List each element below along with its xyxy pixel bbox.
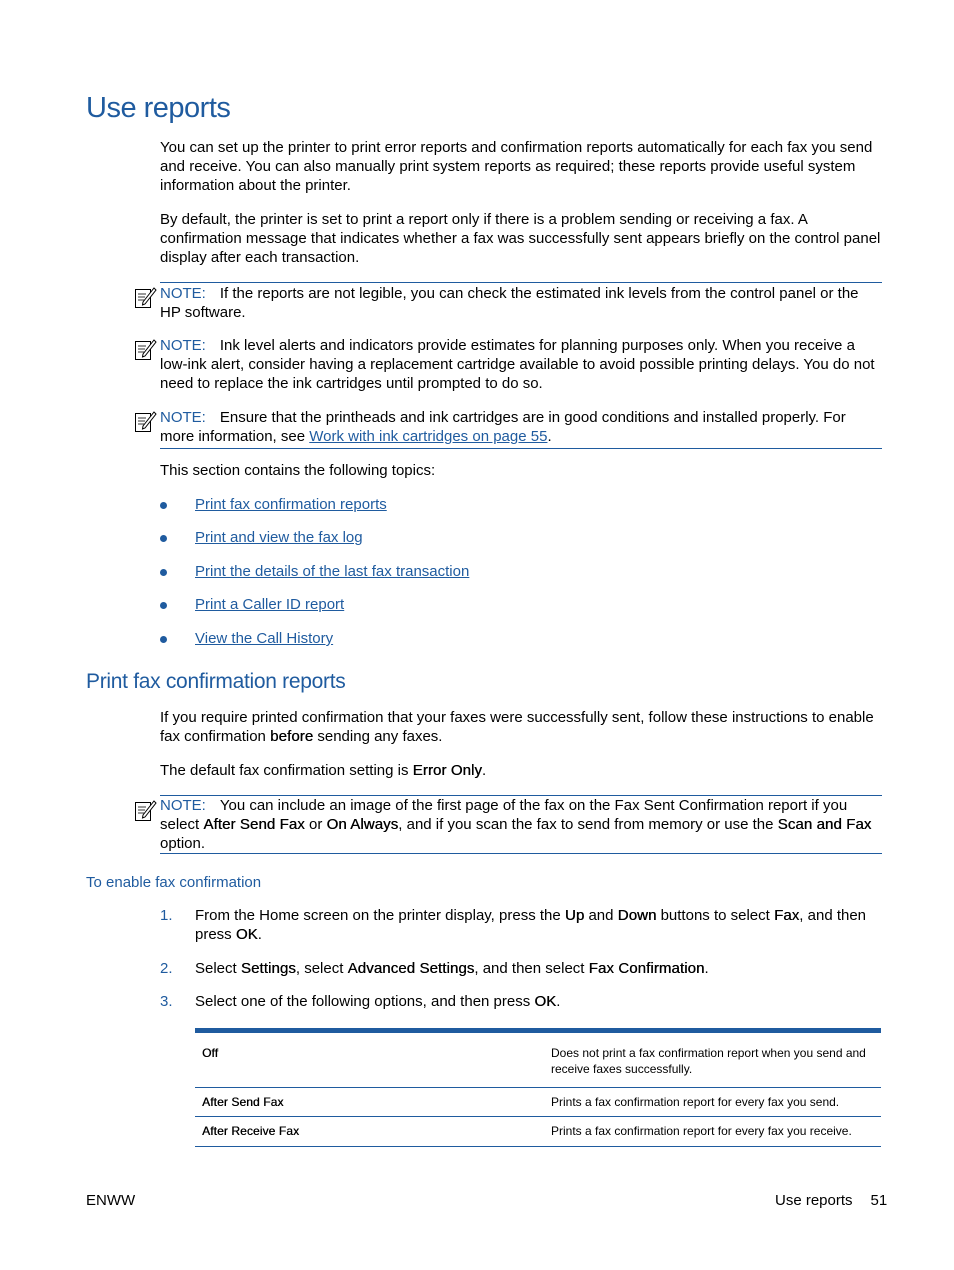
step-number: 2. [160,960,173,977]
footer-publication-code: ENWW [86,1192,136,1209]
section-heading: Print fax confirmation reports [86,670,346,693]
page-number: 51 [870,1192,888,1209]
note-text: If the reports are not legible, you can check the estimated ink levels from the control panel or the HP software. [160,285,859,321]
bullet-dot-icon [160,602,167,609]
section-paragraph-2: The default fax confirmation setting is Error Only. [160,762,487,779]
note-ink-alerts [133,334,882,394]
step-number: 3. [160,993,173,1010]
bullet-dot-icon [160,502,167,509]
intro-paragraph-2: By default, the printer is set to print a report only if there is a problem sending or receiving a fax. A confirmation message that indicates whether a fax was successfully sent appears briefly on the control panel display after each transaction. [160,211,881,266]
note-pencil-icon [133,337,157,361]
table-row [195,1033,881,1088]
topic-link-print-fax-confirmation[interactable]: Print fax confirmation reports [195,496,387,513]
footer-section-name: Use reports [775,1192,853,1209]
note-ink-legibility [133,282,882,322]
table-row [195,1088,881,1117]
procedure-heading: To enable fax confirmation [86,874,262,891]
topic-link-call-history[interactable]: View the Call History [195,630,334,647]
bullet-dot-icon [160,535,167,542]
option-description: Does not print a fax confirmation report when you send and receive faxes successfully. [545,1033,881,1088]
note-fax-image: NOTE: You can include an image of the first page of the fax on the Fax Sent Confirmation report if you select After Send Fax or On Always, and if you scan the fax to send from memory or use the Scan and Fax option. [133,795,882,857]
fax-confirmation-options-table [195,1028,881,1147]
option-description: Prints a fax confirmation report for every fax you send. [545,1088,881,1117]
note-top-rule [160,282,882,283]
intro-paragraph-1: You can set up the printer to print error reports and confirmation reports automatically for each fax you send and receive. You can also manually print system reports as required; these reports provide useful system information about the printer. [160,139,873,194]
option-name: After Receive Fax [202,1124,300,1138]
footer-page-info [775,1191,887,1210]
section-paragraph-1: If you require printed confirmation that your faxes were successfully sent, follow these instructions to enable fax confirmation before sending any faxes. [160,709,874,745]
bullet-dot-icon [160,636,167,643]
option-name: Off [202,1046,219,1060]
topic-link-last-fax-transaction[interactable]: Print the details of the last fax transaction [195,563,470,580]
note-label: NOTE: [160,409,206,426]
note-label: NOTE: [160,337,206,354]
topic-link-fax-log[interactable]: Print and view the fax log [195,529,363,546]
page-title: Use reports [86,92,231,124]
option-description: Prints a fax confirmation report for every fax you receive. [545,1117,881,1147]
step-number: 1. [160,907,173,924]
note-pencil-icon [133,285,157,309]
note-pencil-icon [133,409,157,433]
note-label: NOTE: [160,797,206,814]
table-row [195,1117,881,1147]
bullet-dot-icon [160,569,167,576]
topic-link-caller-id-report[interactable]: Print a Caller ID report [195,596,345,613]
note-text: Ink level alerts and indicators provide estimates for planning purposes only. When you receive a low-ink alert, consider having a replacement cartridge available to avoid possible printing delays. You do not need to replace the ink cartridges until prompted to do so. [160,337,875,392]
note-bottom-rule [160,448,882,449]
note-bottom-rule [160,853,882,854]
note-printheads: NOTE: Ensure that the printheads and ink cartridges are in good conditions and installed properly. For more information, see Work with ink cartridges on page 55. [133,406,882,450]
note-label: NOTE: [160,285,206,302]
option-name: After Send Fax [202,1095,284,1109]
link-work-with-ink-cartridges[interactable]: Work with ink cartridges on page 55 [309,428,548,445]
note-text: Ensure that the printheads and ink cartridges are in good conditions and installed properly. For more information, see [160,409,846,445]
note-pencil-icon [133,798,157,822]
topics-intro: This section contains the following topics: [160,462,436,479]
